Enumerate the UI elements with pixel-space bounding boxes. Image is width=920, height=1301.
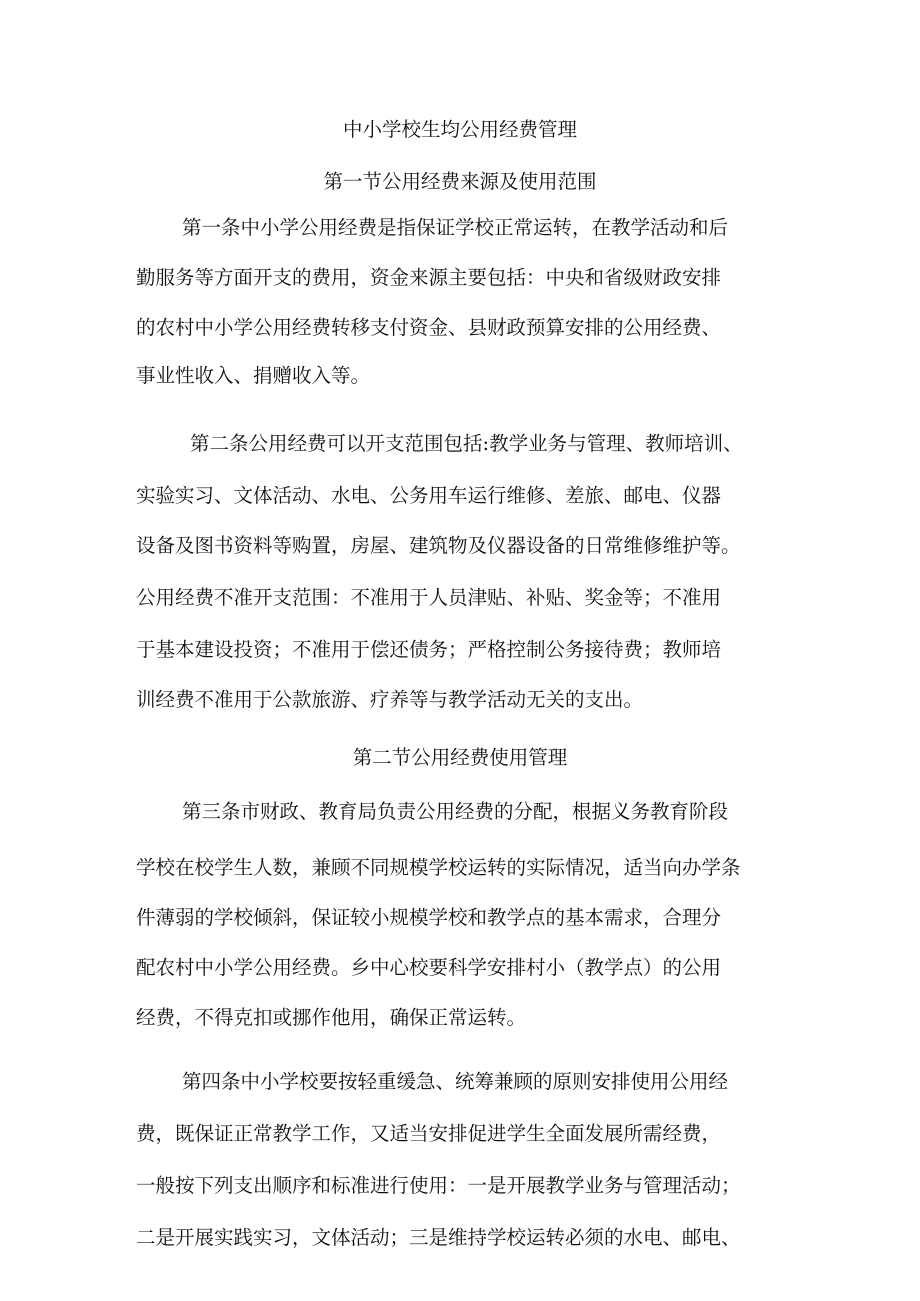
article-3-line: 第三条市财政、教育局负责公用经费的分配，根据义务教育阶段 <box>182 800 729 823</box>
section-heading-2: 第二节公用经费使用管理 <box>352 746 568 769</box>
article-3-line: 配农村中小学公用经费。乡中心校要科学安排村小（教学点）的公用 <box>136 956 722 979</box>
document-title: 中小学校生均公用经费管理 <box>342 118 577 141</box>
article-1-line: 的农村中小学公用经费转移支付资金、县财政预算安排的公用经费、 <box>136 316 722 339</box>
article-2-line: 于基本建设投资；不准用于偿还债务；严格控制公务接待费；教师培 <box>136 638 722 661</box>
article-2-line: 公用经费不准开支范围：不准用于人员津贴、补贴、奖金等；不准用 <box>136 586 722 609</box>
article-4-line: 二是开展实践实习，文体活动；三是维持学校运转必须的水电、邮电、 <box>136 1226 741 1249</box>
article-4-line: 一般按下列支出顺序和标准进行使用：一是开展教学业务与管理活动； <box>136 1174 741 1197</box>
article-2-line: 实验实习、文体活动、水电、公务用车运行维修、差旅、邮电、仪器 <box>136 484 722 507</box>
section-heading-1: 第一节公用经费来源及使用范围 <box>323 170 597 193</box>
article-3-line: 经费，不得克扣或挪作他用，确保正常运转。 <box>136 1006 527 1029</box>
article-2-line: 第二条公用经费可以开支范围包括:教学业务与管理、教师培训、 <box>190 432 743 455</box>
article-1-line: 勤服务等方面开支的费用，资金来源主要包括：中央和省级财政安排 <box>136 266 722 289</box>
article-1-line: 事业性收入、捐赠收入等。 <box>136 364 371 387</box>
article-4-line: 费，既保证正常教学工作，又适当安排促进学生全面发展所需经费， <box>136 1122 722 1145</box>
article-3-line: 件薄弱的学校倾斜，保证较小规模学校和教学点的基本需求，合理分 <box>136 906 722 929</box>
article-3-line: 学校在校学生人数，兼顾不同规模学校运转的实际情况，适当向办学条 <box>136 856 741 879</box>
article-2-line: 设备及图书资料等购置，房屋、建筑物及仪器设备的日常维修维护等。 <box>136 534 741 557</box>
article-4-line: 第四条中小学校要按轻重缓急、统筹兼顾的原则安排使用公用经 <box>182 1070 729 1093</box>
article-1-line: 第一条中小学公用经费是指保证学校正常运转，在教学活动和后 <box>182 216 729 239</box>
article-2-line: 训经费不准用于公款旅游、疗养等与教学活动无关的支出。 <box>136 688 644 711</box>
